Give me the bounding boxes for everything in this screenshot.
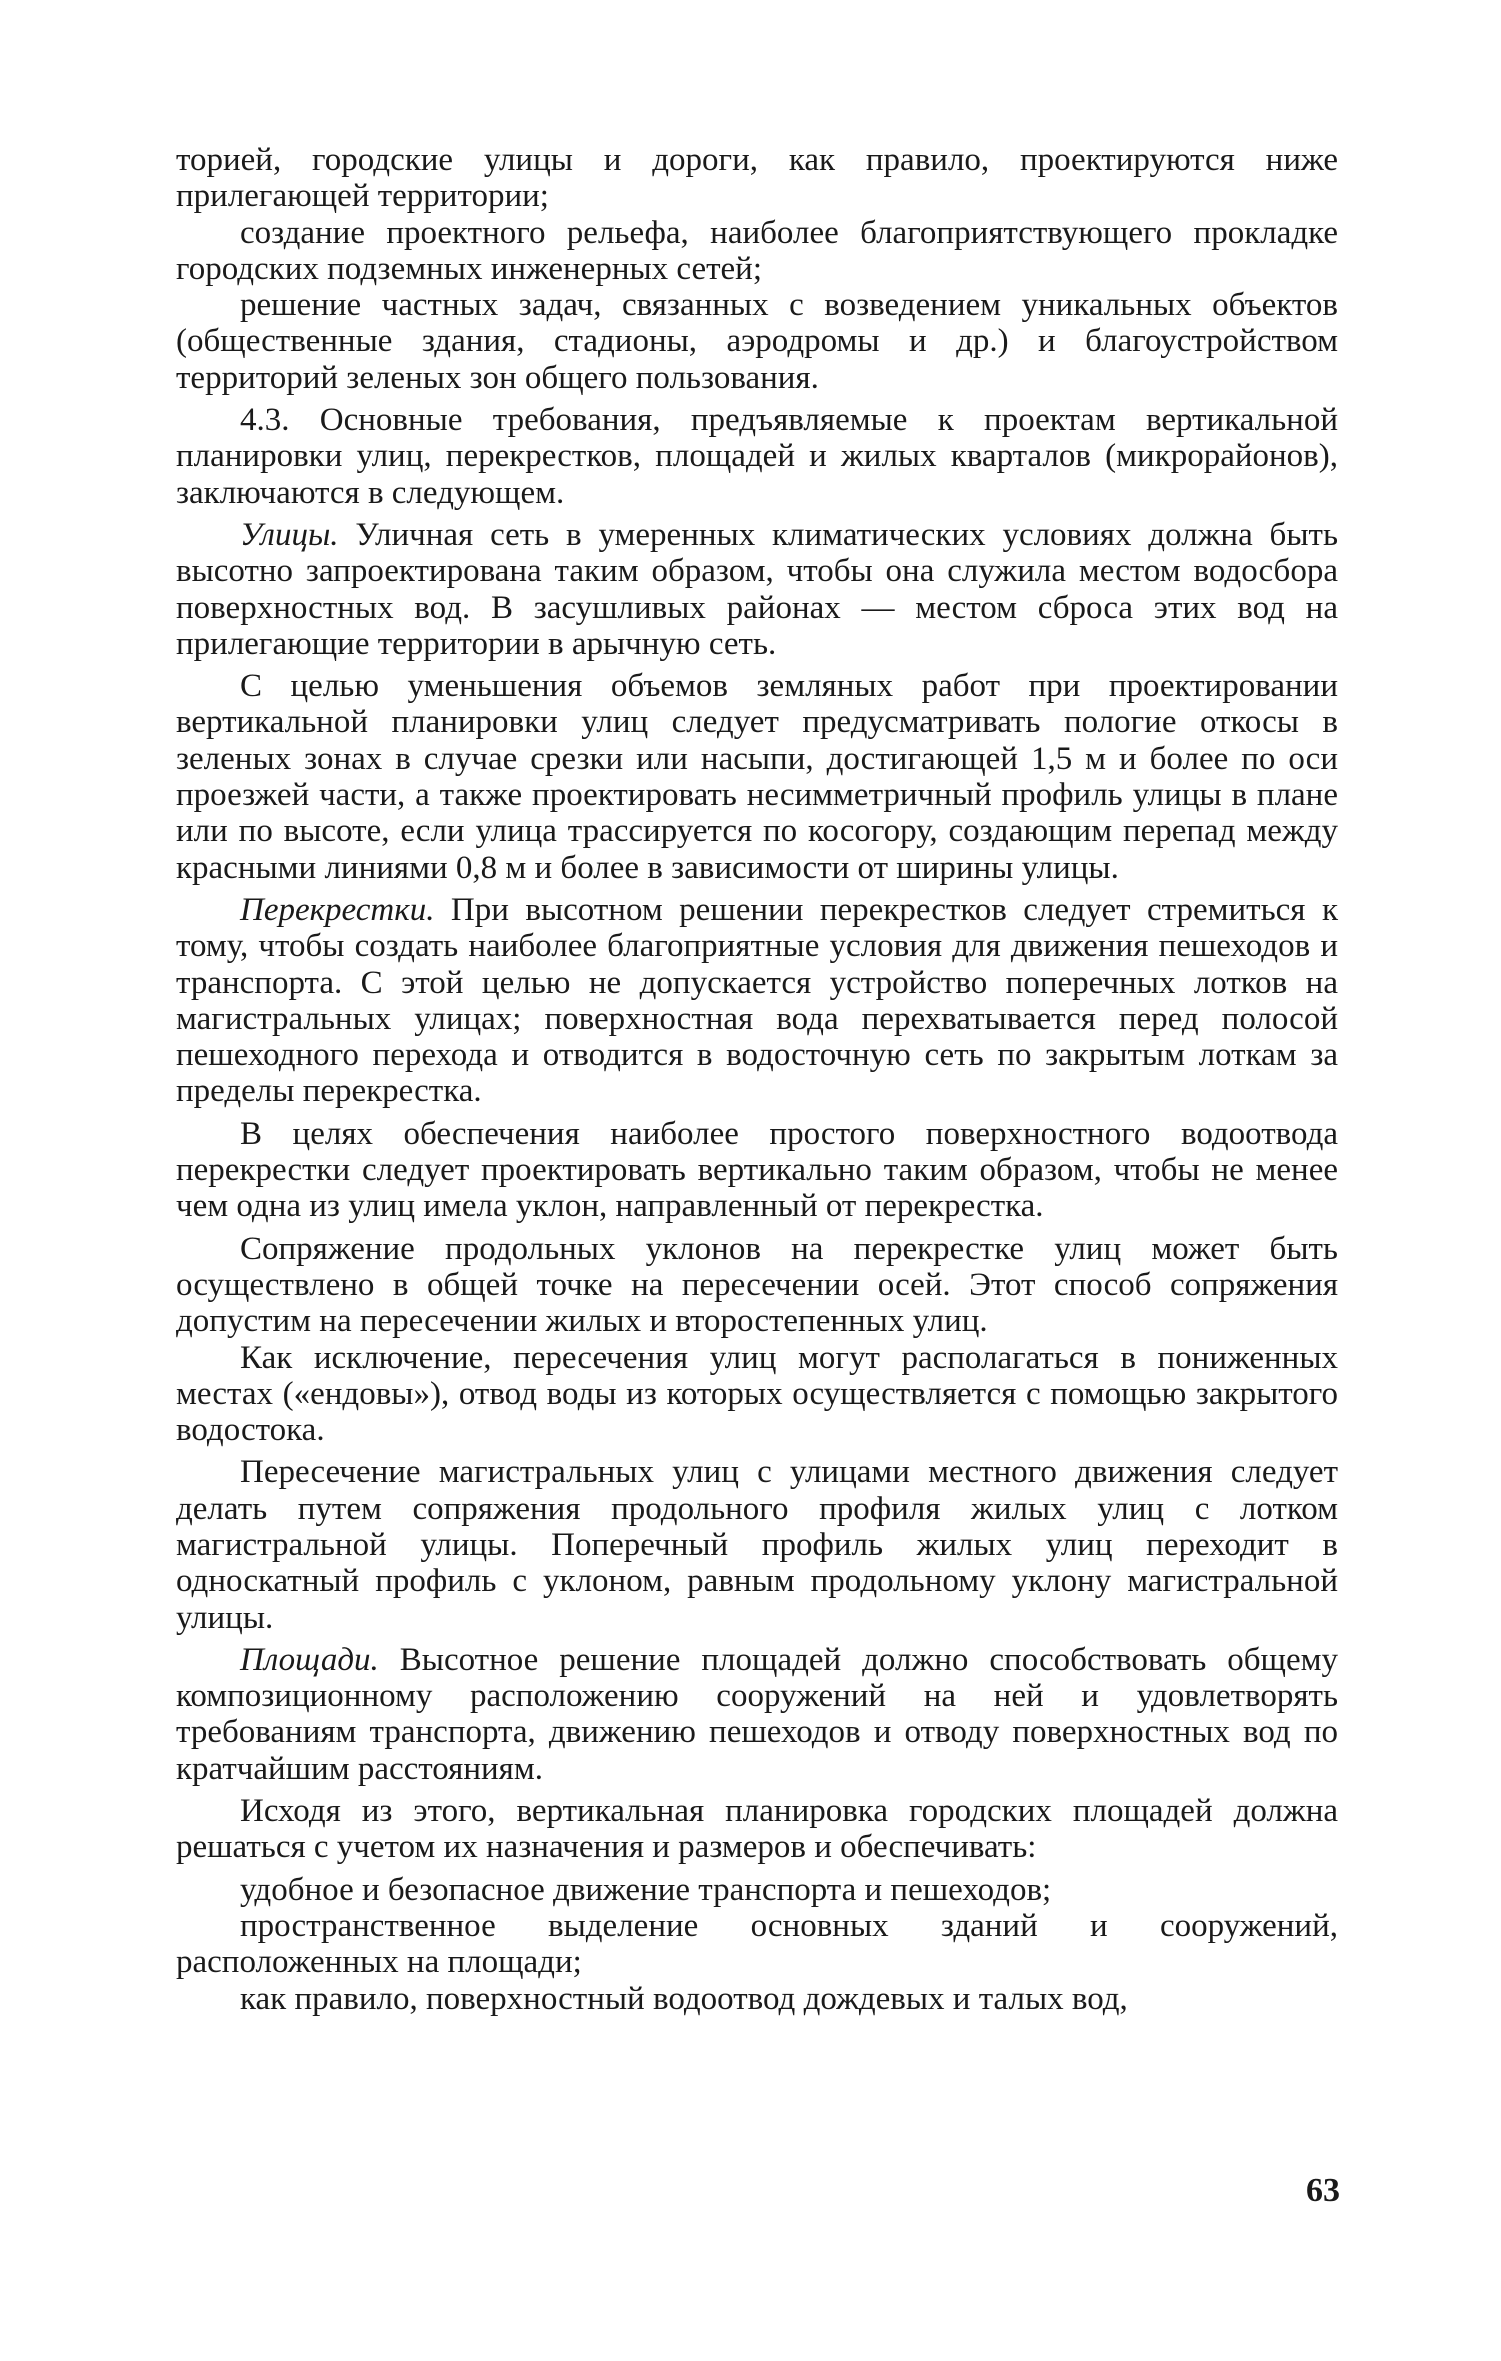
paragraph-12: Площади. Высотное решение площадей должно способствовать общему композиционному расположению сооружений на ней и удовлетворять требованиям транспорта, движению пешеходов и отводу поверхностных вод по кратчайшим расстояниям. — [176, 1641, 1338, 1787]
paragraph-1: торией, городские улицы и дороги, как правило, проектируются ниже прилегающей территории; — [176, 142, 1338, 215]
paragraph-6: С целью уменьшения объемов земляных работ при проектировании вертикальной планировки улиц следует предусматривать пологие откосы в зеленых зонах в случае срезки или насыпи, достигающей 1,5 м и более по оси проезжей части, а также проектировать несимметричный профиль улицы в плане или по высоте, если улица трассируется по косогору, создающим перепад между красными линиями 0,8 м и более в зависимости от ширины улицы. — [176, 668, 1338, 886]
paragraph-10: Как исключение, пересечения улиц могут располагаться в пониженных местах («ендовы»), отвод воды из которых осуществляется с помощью закрытого водостока. — [176, 1339, 1338, 1449]
paragraph-lead: Улицы. — [240, 516, 339, 553]
paragraph-9: Сопряжение продольных уклонов на перекрестке улиц может быть осуществлено в общей точке на пересечении осей. Этот способ сопряжения допустим на пересечении жилых и второстепенных улиц. — [176, 1230, 1338, 1340]
paragraph-lead: Площади. — [240, 1641, 379, 1678]
paragraph-16: как правило, поверхностный водоотвод дождевых и талых вод, — [240, 1980, 1128, 2017]
paragraph-14: удобное и безопасное движение транспорта и пешеходов; — [240, 1871, 1052, 1908]
paragraph-15: пространственное выделение основных зданий и сооружений, расположенных на площади; — [176, 1907, 1338, 1981]
paragraph-lead: Перекрестки. — [240, 891, 435, 928]
page-body — [176, 142, 1338, 2017]
paragraph-11: Пересечение магистральных улиц с улицами местного движения следует делать путем сопряжения продольного профиля жилых улиц с лотком магистральной улицы. Поперечный профиль жилых улиц переходит в односкатный профиль с уклоном, равным продольному уклону магистральной улицы. — [176, 1454, 1338, 1636]
paragraph-3: решение частных задач, связанных с возведением уникальных объектов (общественные здания, стадионы, аэродромы и др.) и благоустройством территорий зеленых зон общего пользования. — [176, 287, 1338, 396]
paragraph-7: Перекрестки. При высотном решении перекрестков следует стремиться к тому, чтобы создать наиболее благоприятные условия для движения пешеходов и транспорта. С этой целью не допускается устройство поперечных лотков на магистральных улицах; поверхностная вода перехватывается перед полосой пешеходного перехода и отводится в водосточную сеть по закрытым лоткам за пределы перекрестка. — [176, 891, 1338, 1110]
paragraph-13: Исходя из этого, вертикальная планировка городских площадей должна решаться с учетом их назначения и размеров и обеспечивать: — [176, 1793, 1338, 1866]
paragraph-5: Улицы. Уличная сеть в умеренных климатических условиях должна быть высотно запроектирована таким образом, чтобы она служила местом водосбора поверхностных вод. В засушливых районах — местом сброса этих вод на прилегающие территории в арычную сеть. — [176, 516, 1338, 662]
page-number: 63 — [1306, 2172, 1340, 2209]
paragraph-8: В целях обеспечения наиболее простого поверхностного водоотвода перекрестки следует проектировать вертикально таким образом, чтобы не менее чем одна из улиц имела уклон, направленный от перекрестка. — [176, 1115, 1338, 1225]
paragraph-2: создание проектного рельефа, наиболее благоприятствующего прокладке городских подземных инженерных сетей; — [176, 214, 1338, 287]
paragraph-4: 4.3. Основные требования, предъявляемые к проектам вертикальной планировки улиц, перекрестков, площадей и жилых кварталов (микрорайонов), заключаются в следующем. — [176, 402, 1338, 511]
